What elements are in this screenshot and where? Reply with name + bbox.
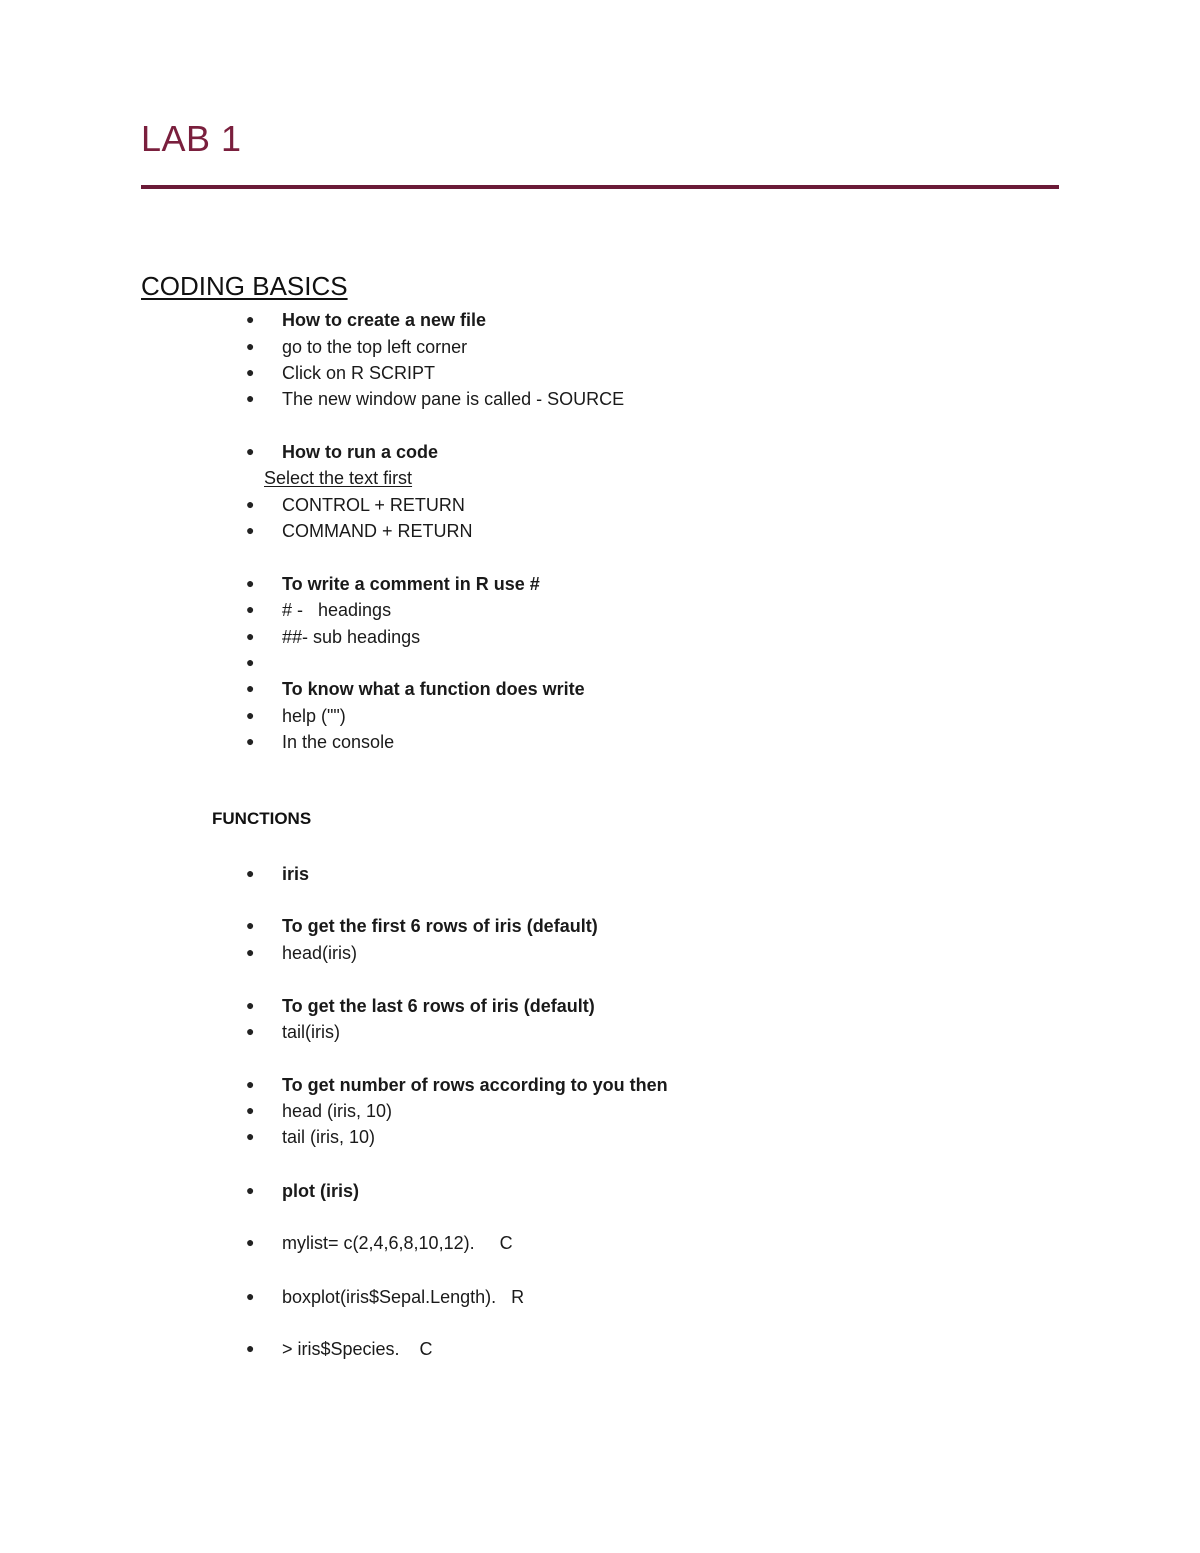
bullet-icon: ●: [246, 443, 255, 459]
list-item-text: To get the last 6 rows of iris (default): [282, 996, 595, 1016]
list-item: [0, 1178, 1200, 1204]
list-item: [0, 940, 1200, 966]
list-item: [0, 1098, 1200, 1124]
list-item-text: In the console: [282, 732, 395, 752]
bullet-icon: ●: [246, 1182, 255, 1198]
list-item-text: mylist= c(2,4,6,8,10,12). C: [282, 1233, 513, 1253]
list-item: [0, 913, 1200, 939]
bullet-icon: ●: [246, 601, 255, 617]
bullet-icon: ●: [246, 1023, 255, 1039]
bullet-icon: ●: [246, 997, 255, 1013]
bullet-icon: ●: [246, 1128, 255, 1144]
bullet-icon: ●: [246, 628, 255, 644]
bullet-icon: ●: [246, 575, 255, 591]
list-item: [0, 729, 1200, 755]
list-item-text: head (iris, 10): [282, 1101, 393, 1121]
bullet-icon: ●: [246, 522, 255, 538]
bullet-icon: ●: [246, 1288, 255, 1304]
bullet-icon: ●: [246, 1340, 255, 1356]
list-item-text: The new window pane is called - SOURCE: [282, 389, 625, 409]
list-item: [0, 624, 1200, 650]
list-item-text: CONTROL + RETURN: [282, 495, 465, 515]
page-title: LAB 1: [141, 118, 242, 159]
bullet-icon: ●: [246, 1234, 255, 1250]
note-select-text: Select the text first: [264, 468, 413, 488]
list-item: [0, 386, 1200, 412]
list-item-text: boxplot(iris$Sepal.Length). R: [282, 1287, 525, 1307]
list-item-text: To write a comment in R use #: [282, 574, 540, 594]
bullet-icon: ●: [246, 865, 255, 881]
bullet-icon: ●: [246, 390, 255, 406]
list-item: [0, 571, 1200, 597]
list-item-text: tail(iris): [282, 1022, 340, 1042]
bullet-icon: ●: [246, 733, 255, 749]
list-item: [0, 518, 1200, 544]
bullet-icon: ●: [246, 1102, 255, 1118]
list-item-text: go to the top left corner: [282, 337, 468, 357]
list-item: [0, 1284, 1200, 1310]
list-item-text: tail (iris, 10): [282, 1127, 376, 1147]
list-item-text: plot (iris): [282, 1181, 359, 1201]
list-item-text: > iris$Species. C: [282, 1339, 433, 1359]
bullet-icon: ●: [246, 1076, 255, 1092]
list-item: [0, 1230, 1200, 1256]
bullet-icon: ●: [246, 496, 255, 512]
bullet-icon: ●: [246, 707, 255, 723]
list-item: [0, 1124, 1200, 1150]
title-divider: [141, 185, 1059, 189]
list-item: [0, 360, 1200, 386]
list-item-text: Click on R SCRIPT: [282, 363, 436, 383]
bullet-icon: ●: [246, 654, 255, 670]
list-item: [0, 307, 1200, 333]
list-item-text: iris: [282, 864, 310, 884]
list-item: [0, 993, 1200, 1019]
list-item-text: # - headings: [282, 600, 392, 620]
list-item: [0, 492, 1200, 518]
list-item: [0, 1336, 1200, 1362]
list-item: [0, 703, 1200, 729]
list-item-text: To get number of rows according to you then: [282, 1075, 668, 1095]
list-item-text: To know what a function does write: [282, 679, 585, 699]
list-item: [0, 334, 1200, 360]
bullet-icon: ●: [246, 917, 255, 933]
bullet-icon: ●: [246, 364, 255, 380]
list-item: [0, 597, 1200, 623]
bullet-icon: ●: [246, 338, 255, 354]
list-item-text: COMMAND + RETURN: [282, 521, 473, 541]
list-item-text: ##- sub headings: [282, 627, 421, 647]
list-item: [0, 1019, 1200, 1045]
section-heading-coding-basics: CODING BASICS: [141, 271, 348, 301]
list-item: [0, 1072, 1200, 1098]
list-item: [0, 650, 1200, 676]
list-item: [0, 439, 1200, 465]
section-heading-functions: FUNCTIONS: [212, 809, 312, 828]
list-item: [0, 861, 1200, 887]
bullet-icon: ●: [246, 311, 255, 327]
list-item-text: help (""): [282, 706, 346, 726]
bullet-icon: ●: [246, 680, 255, 696]
list-item-text: To get the first 6 rows of iris (default): [282, 916, 598, 936]
list-item-text: head(iris): [282, 943, 358, 963]
bullet-icon: ●: [246, 944, 255, 960]
list-item: [0, 676, 1200, 702]
list-item-text: How to run a code: [282, 442, 439, 462]
list-item-text: How to create a new file: [282, 310, 487, 330]
